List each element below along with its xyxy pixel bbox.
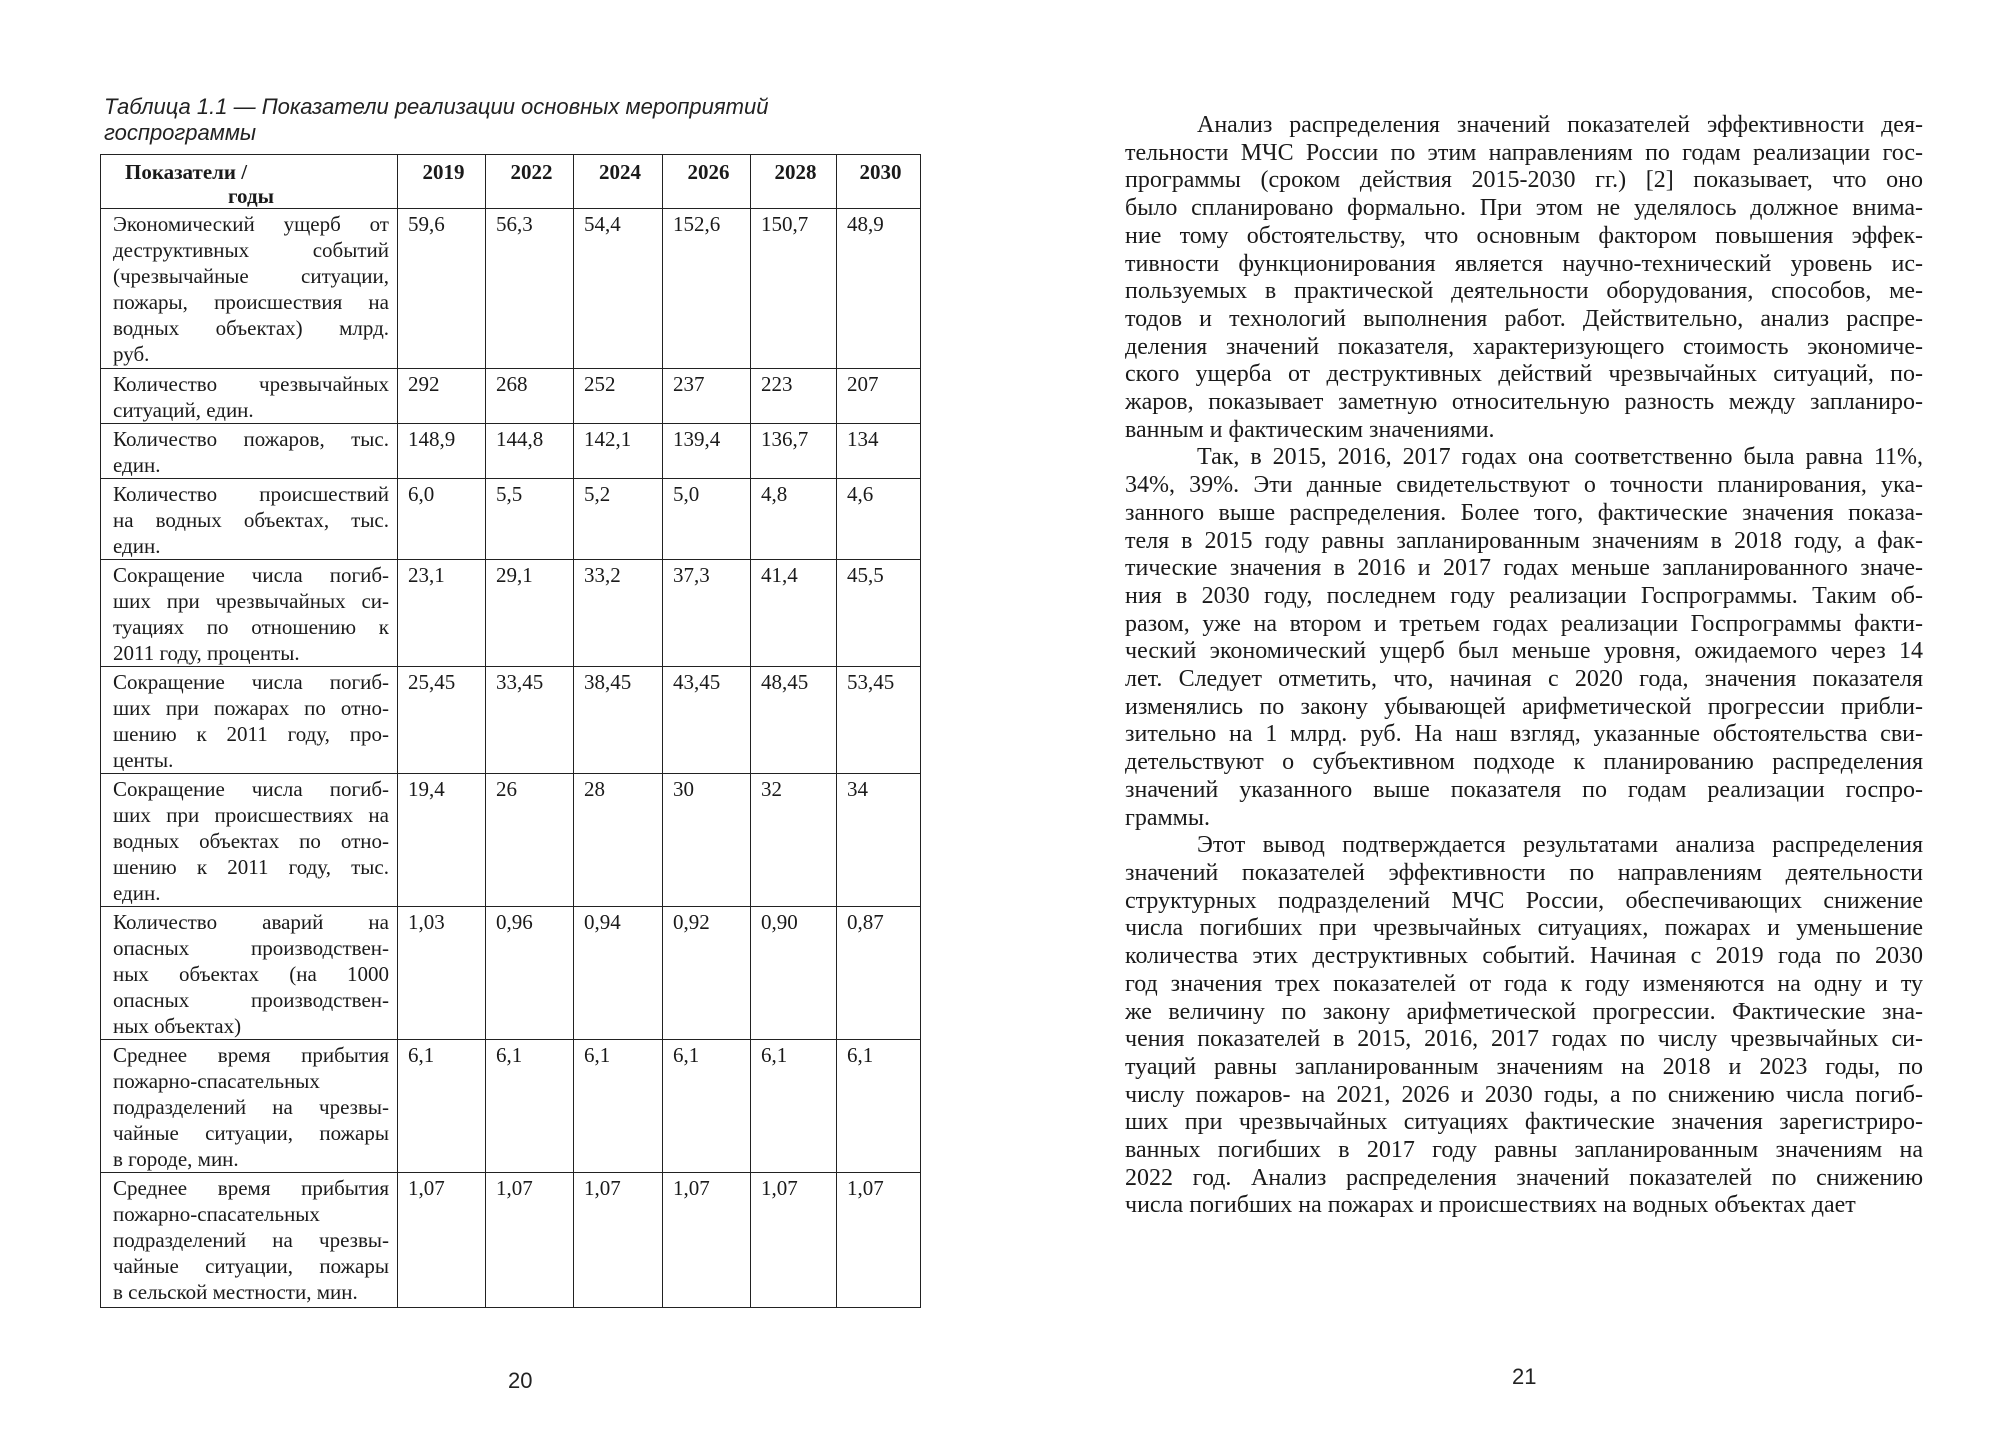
value-cell: 1,07 bbox=[574, 1173, 663, 1308]
value-cell: 29,1 bbox=[486, 560, 574, 667]
value-cell: 6,1 bbox=[751, 1040, 837, 1173]
indicator-label bbox=[101, 774, 398, 907]
value-cell: 33,45 bbox=[486, 667, 574, 774]
indicator-label bbox=[101, 1040, 398, 1173]
text-line: граммы. bbox=[1125, 804, 1210, 831]
label-line: Количество чрезвычайных bbox=[113, 372, 389, 396]
paragraph bbox=[1125, 112, 1923, 444]
value-cell: 150,7 bbox=[751, 209, 837, 369]
table-row bbox=[101, 1040, 921, 1173]
indicator-label bbox=[101, 907, 398, 1040]
text-line: было спланировано формально. При этом не уделялось должное внима- bbox=[1125, 195, 1923, 222]
value-cell: 30 bbox=[663, 774, 751, 907]
label-line: Сокращение числа погиб- bbox=[113, 777, 389, 801]
table-caption bbox=[104, 94, 864, 146]
value-cell: 48,45 bbox=[751, 667, 837, 774]
value-cell: 0,92 bbox=[663, 907, 751, 1040]
label-line: водных объектах по отно- bbox=[113, 829, 389, 853]
label-line: руб. bbox=[113, 342, 150, 366]
table-row bbox=[101, 560, 921, 667]
label-line: ных объектах) bbox=[113, 1014, 242, 1038]
label-line: Экономический ущерб от bbox=[113, 212, 389, 236]
text-line: ческий экономический ущерб был меньше уровня, ожидаемого через 14 bbox=[1125, 638, 1923, 665]
text-line: ванных погибших в 2017 году равны запланированным значениям на bbox=[1125, 1137, 1923, 1164]
value-cell: 142,1 bbox=[574, 424, 663, 479]
table-row bbox=[101, 774, 921, 907]
text-line: чения показателей в 2015, 2016, 2017 годах по числу чрезвычайных си- bbox=[1125, 1026, 1923, 1053]
table-row bbox=[101, 1173, 921, 1308]
value-cell: 1,07 bbox=[398, 1173, 486, 1308]
label-line: шению к 2011 году, тыс. bbox=[113, 855, 389, 879]
text-line: же величину по закону арифметической прогрессии. Фактические зна- bbox=[1125, 998, 1923, 1025]
indicator-label bbox=[101, 479, 398, 560]
label-line: ших при чрезвычайных си- bbox=[113, 589, 389, 613]
text-line: количества этих деструктивных событий. Начиная с 2019 года по 2030 bbox=[1125, 943, 1923, 970]
table-row bbox=[101, 667, 921, 774]
label-line: пожарно-спасательных bbox=[113, 1069, 320, 1093]
value-cell: 6,1 bbox=[398, 1040, 486, 1173]
value-cell: 144,8 bbox=[486, 424, 574, 479]
label-line: Сокращение числа погиб- bbox=[113, 670, 389, 694]
value-cell: 1,07 bbox=[486, 1173, 574, 1308]
label-line: Среднее время прибытия bbox=[113, 1043, 389, 1067]
text-line: ших при чрезвычайных ситуациях фактические значения зарегистриро- bbox=[1125, 1109, 1923, 1136]
value-cell: 148,9 bbox=[398, 424, 486, 479]
value-cell: 237 bbox=[663, 369, 751, 424]
text-line: детельствуют о субъективном подходе к планированию распределения bbox=[1125, 749, 1923, 776]
value-cell: 6,0 bbox=[398, 479, 486, 560]
value-cell: 38,45 bbox=[574, 667, 663, 774]
text-line: структурных подразделений МЧС России, обеспечивающих снижение bbox=[1125, 887, 1923, 914]
table-row bbox=[101, 907, 921, 1040]
value-cell: 0,90 bbox=[751, 907, 837, 1040]
text-line: деления значений показателя, характеризующего стоимость экономиче- bbox=[1125, 333, 1923, 360]
header-year: 2024 bbox=[574, 155, 663, 209]
text-line: ванным и фактическим значениями. bbox=[1125, 416, 1495, 443]
indicators-table bbox=[100, 154, 921, 1308]
value-cell: 1,03 bbox=[398, 907, 486, 1040]
body-text bbox=[1125, 112, 1923, 1220]
value-cell: 252 bbox=[574, 369, 663, 424]
value-cell: 33,2 bbox=[574, 560, 663, 667]
value-cell: 268 bbox=[486, 369, 574, 424]
text-line: занного выше распределения. Более того, фактические значения показа- bbox=[1125, 499, 1923, 526]
table-row bbox=[101, 424, 921, 479]
value-cell: 139,4 bbox=[663, 424, 751, 479]
text-line: тельности МЧС России по этим направлениям по годам реализации гос- bbox=[1125, 139, 1923, 166]
indicator-label bbox=[101, 667, 398, 774]
value-cell: 1,07 bbox=[663, 1173, 751, 1308]
value-cell: 6,1 bbox=[574, 1040, 663, 1173]
value-cell: 34 bbox=[837, 774, 921, 907]
value-cell: 25,45 bbox=[398, 667, 486, 774]
label-line: един. bbox=[113, 881, 161, 905]
value-cell: 5,2 bbox=[574, 479, 663, 560]
value-cell: 0,94 bbox=[574, 907, 663, 1040]
value-cell: 48,9 bbox=[837, 209, 921, 369]
caption-line: Таблица 1.1 — Показатели реализации основных мероприятий bbox=[104, 94, 769, 119]
indicator-label bbox=[101, 1173, 398, 1308]
text-line: изменялись по закону убывающей арифметической прогрессии прибли- bbox=[1125, 693, 1923, 720]
value-cell: 32 bbox=[751, 774, 837, 907]
label-line: в сельской местности, мин. bbox=[113, 1280, 358, 1304]
text-line: ского ущерба от деструктивных действий чрезвычайных ситуаций, по- bbox=[1125, 361, 1923, 388]
text-line: ние тому обстоятельству, что основным фактором повышения эффек- bbox=[1125, 222, 1923, 249]
table-row bbox=[101, 209, 921, 369]
text-line: туаций равны запланированным значениям на 2018 и 2023 годы, по bbox=[1125, 1053, 1923, 1080]
value-cell: 6,1 bbox=[663, 1040, 751, 1173]
text-line: пользуемых в практической деятельности оборудования, способов, ме- bbox=[1125, 278, 1923, 305]
header-label-line: годы bbox=[228, 184, 274, 208]
value-cell: 41,4 bbox=[751, 560, 837, 667]
text-line: тивности функционирования является научно-технический уровень ис- bbox=[1125, 250, 1923, 277]
label-line: Среднее время прибытия bbox=[113, 1176, 389, 1200]
label-line: в городе, мин. bbox=[113, 1147, 239, 1171]
value-cell: 136,7 bbox=[751, 424, 837, 479]
label-line: ситуаций, един. bbox=[113, 398, 254, 422]
text-line: жаров, показывает заметную относительную разность между запланиро- bbox=[1125, 389, 1923, 416]
label-line: пожары, происшествия на bbox=[113, 290, 389, 314]
indicator-label bbox=[101, 560, 398, 667]
label-line: подразделений на чрезвы- bbox=[113, 1095, 389, 1119]
value-cell: 28 bbox=[574, 774, 663, 907]
label-line: деструктивных событий bbox=[113, 238, 389, 262]
value-cell: 223 bbox=[751, 369, 837, 424]
text-line: тические значения в 2016 и 2017 годах меньше запланированного значе- bbox=[1125, 555, 1923, 582]
value-cell: 56,3 bbox=[486, 209, 574, 369]
header-year: 2026 bbox=[663, 155, 751, 209]
value-cell: 0,87 bbox=[837, 907, 921, 1040]
value-cell: 134 bbox=[837, 424, 921, 479]
label-line: Количество пожаров, тыс. bbox=[113, 427, 389, 451]
text-line: Так, в 2015, 2016, 2017 годах она соответственно была равна 11%, bbox=[1197, 444, 1923, 471]
label-line: ших при происшествиях на bbox=[113, 803, 389, 827]
label-line: шению к 2011 году, про- bbox=[113, 722, 389, 746]
indicator-label bbox=[101, 424, 398, 479]
label-line: един. bbox=[113, 534, 161, 558]
label-line: Количество аварий на bbox=[113, 910, 389, 934]
page-number-left: 20 bbox=[508, 1368, 533, 1393]
value-cell: 59,6 bbox=[398, 209, 486, 369]
value-cell: 23,1 bbox=[398, 560, 486, 667]
value-cell: 5,5 bbox=[486, 479, 574, 560]
paragraph bbox=[1125, 444, 1923, 832]
value-cell: 4,8 bbox=[751, 479, 837, 560]
label-line: 2011 году, проценты. bbox=[113, 641, 300, 665]
value-cell: 0,96 bbox=[486, 907, 574, 1040]
text-line: теля в 2015 году равны запланированным значениям в 2018 году, а фак- bbox=[1125, 527, 1923, 554]
value-cell: 45,5 bbox=[837, 560, 921, 667]
text-line: программы (сроком действия 2015-2030 гг.) [2] показывает, что оно bbox=[1125, 167, 1923, 194]
value-cell: 19,4 bbox=[398, 774, 486, 907]
indicator-label bbox=[101, 369, 398, 424]
text-line: значений показателей эффективности по направлениям деятельности bbox=[1125, 859, 1923, 886]
label-line: пожарно-спасательных bbox=[113, 1202, 320, 1226]
label-line: подразделений на чрезвы- bbox=[113, 1228, 389, 1252]
text-line: Этот вывод подтверждается результатами анализа распределения bbox=[1197, 832, 1923, 859]
label-line: на водных объектах, тыс. bbox=[113, 508, 389, 532]
text-line: 34%, 39%. Эти данные свидетельствуют о точности планирования, ука- bbox=[1125, 472, 1923, 499]
value-cell: 1,07 bbox=[837, 1173, 921, 1308]
label-line: ших при пожарах по отно- bbox=[113, 696, 389, 720]
label-line: опасных производствен- bbox=[113, 988, 389, 1012]
text-line: ния в 2030 году, последнем году реализации Госпрограммы. Таким об- bbox=[1125, 582, 1923, 609]
text-line: лет. Следует отметить, что, начиная с 2020 года, значения показателя bbox=[1125, 666, 1923, 693]
label-line: (чрезвычайные ситуации, bbox=[113, 264, 389, 288]
label-line: опасных производствен- bbox=[113, 936, 389, 960]
value-cell: 54,4 bbox=[574, 209, 663, 369]
text-line: тодов и технологий выполнения работ. Действительно, анализ распре- bbox=[1125, 305, 1923, 332]
label-line: чайные ситуации, пожары bbox=[113, 1121, 389, 1145]
header-year: 2028 bbox=[751, 155, 837, 209]
value-cell: 43,45 bbox=[663, 667, 751, 774]
value-cell: 6,1 bbox=[837, 1040, 921, 1173]
value-cell: 26 bbox=[486, 774, 574, 907]
label-line: един. bbox=[113, 453, 161, 477]
label-line: Сокращение числа погиб- bbox=[113, 563, 389, 587]
label-line: ных объектах (на 1000 bbox=[113, 962, 389, 986]
label-line: центы. bbox=[113, 748, 174, 772]
text-line: разом, уже на втором и третьем годах реализации Госпрограммы факти- bbox=[1125, 610, 1923, 637]
text-line: Анализ распределения значений показателей эффективности дея- bbox=[1197, 112, 1923, 138]
header-indicators-years bbox=[101, 155, 398, 209]
label-line: Количество происшествий bbox=[113, 482, 389, 506]
label-line: водных объектах) млрд. bbox=[113, 316, 389, 340]
text-line: значений указанного выше показателя по годам реализации госпро- bbox=[1125, 776, 1923, 803]
text-line: 2022 год. Анализ распределения значений показателей по снижению bbox=[1125, 1164, 1923, 1191]
table-body bbox=[101, 209, 921, 1308]
value-cell: 152,6 bbox=[663, 209, 751, 369]
header-label-line: Показатели / bbox=[125, 160, 248, 184]
page-number-right: 21 bbox=[1512, 1364, 1537, 1389]
label-line: чайные ситуации, пожары bbox=[113, 1254, 389, 1278]
value-cell: 5,0 bbox=[663, 479, 751, 560]
header-year: 2022 bbox=[486, 155, 574, 209]
value-cell: 37,3 bbox=[663, 560, 751, 667]
indicator-label bbox=[101, 209, 398, 369]
header-year: 2030 bbox=[837, 155, 921, 209]
text-line: год значения трех показателей от года к году изменяются на одну и ту bbox=[1125, 970, 1923, 997]
value-cell: 292 bbox=[398, 369, 486, 424]
value-cell: 4,6 bbox=[837, 479, 921, 560]
value-cell: 207 bbox=[837, 369, 921, 424]
text-line: числу пожаров- на 2021, 2026 и 2030 годы, а по снижению числа погиб- bbox=[1125, 1081, 1923, 1108]
caption-line: госпрограммы bbox=[104, 120, 257, 145]
label-line: туациях по отношению к bbox=[113, 615, 389, 639]
paragraph bbox=[1125, 832, 1923, 1220]
table-header-row bbox=[101, 155, 921, 209]
header-year: 2019 bbox=[398, 155, 486, 209]
value-cell: 1,07 bbox=[751, 1173, 837, 1308]
table-row bbox=[101, 369, 921, 424]
table-row bbox=[101, 479, 921, 560]
text-line: зительно на 1 млрд. руб. На наш взгляд, указанные обстоятельства сви- bbox=[1125, 721, 1923, 748]
text-line: числа погибших на пожарах и происшествиях на водных объектах дает bbox=[1125, 1192, 1856, 1219]
value-cell: 53,45 bbox=[837, 667, 921, 774]
value-cell: 6,1 bbox=[486, 1040, 574, 1173]
text-line: числа погибших при чрезвычайных ситуациях, пожарах и уменьшение bbox=[1125, 915, 1923, 942]
